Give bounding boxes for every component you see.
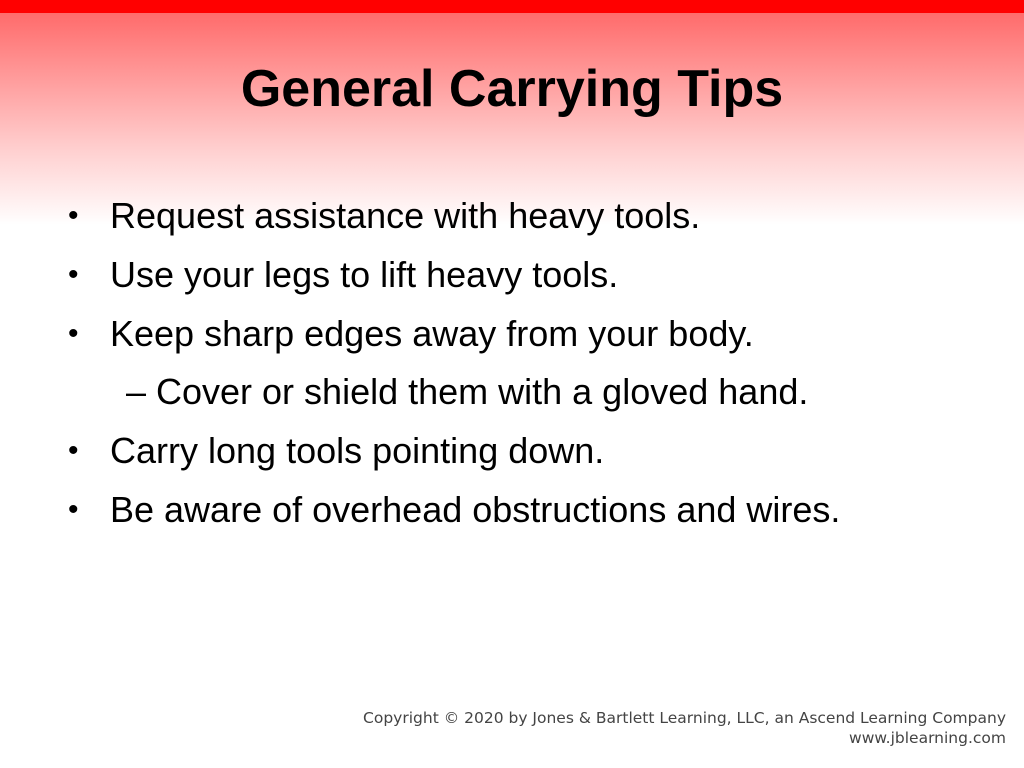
sub-bullet-marker: – [126, 371, 147, 412]
bullet-item [68, 430, 604, 472]
copyright-text: Copyright © 2020 by Jones & Bartlett Learning, LLC, an Ascend Learning Company [363, 709, 1006, 727]
bullet-text: Be aware of overhead obstructions and wires. [110, 489, 841, 530]
slide-title: General Carrying Tips [240, 60, 784, 118]
copyright-footer [363, 708, 1006, 748]
sub-bullet-text: Cover or shield them with a gloved hand. [156, 371, 809, 412]
bullet-item [68, 254, 618, 296]
bullet-text: Use your legs to lift heavy tools. [110, 254, 619, 295]
bullet-text: Request assistance with heavy tools. [110, 195, 701, 236]
bullet-text: Keep sharp edges away from your body. [110, 313, 754, 354]
bullet-marker: • [68, 493, 79, 526]
bullet-item [68, 195, 700, 237]
bullet-item [68, 489, 840, 531]
sub-bullet-item [126, 371, 808, 413]
website-text: www.jblearning.com [849, 729, 1006, 747]
bullet-marker: • [68, 199, 79, 232]
bullet-marker: • [68, 317, 79, 350]
bullet-marker: • [68, 258, 79, 291]
bullet-marker: • [68, 434, 79, 467]
bullet-text: Carry long tools pointing down. [110, 430, 605, 471]
bullet-item [68, 313, 754, 355]
